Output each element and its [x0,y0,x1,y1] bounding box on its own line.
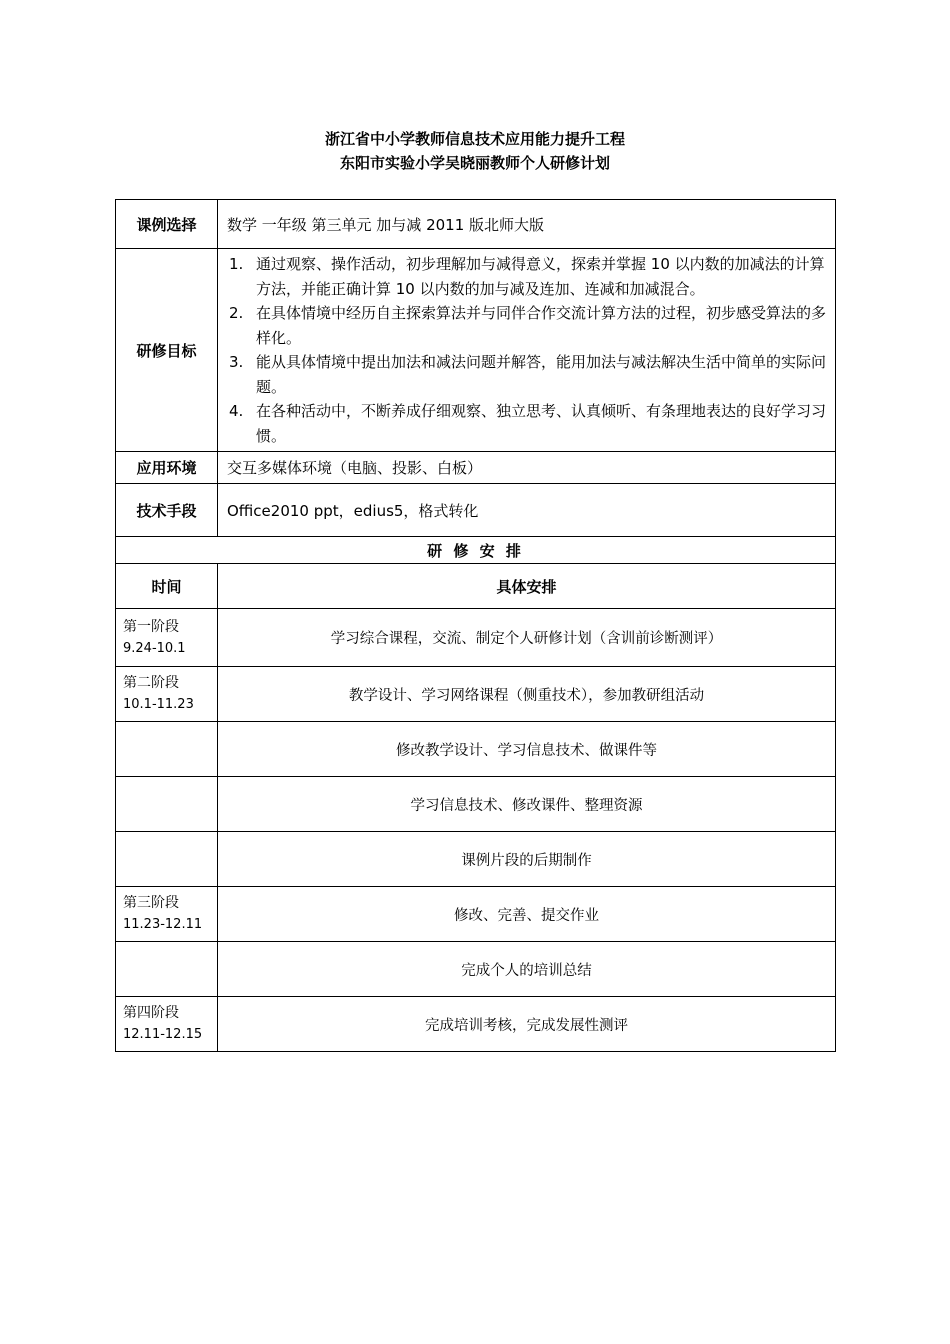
stage-cell [116,997,218,1052]
goal-item [227,252,827,301]
goal-item [227,350,827,399]
goal-text: 通过观察、操作活动，初步理解加与减得意义，探索并掌握 10 以内数的加减法的计算方法，并能正确计算 10 以内数的加与减及连加、连减和加减混合。 [256,255,825,298]
stage-dates: 11.23-12.11 [123,917,203,932]
stage-name: 第四阶段 [123,1005,179,1021]
schedule-row [116,722,836,777]
goal-number: 2. [229,304,244,322]
task-cell: 修改教学设计、学习信息技术、做课件等 [218,722,836,777]
task-cell: 课例片段的后期制作 [218,832,836,887]
stage-cell [116,832,218,887]
stage-name: 第三阶段 [123,895,179,911]
env-label: 应用环境 [116,452,218,484]
case-label: 课例选择 [116,200,218,249]
env-row [116,452,836,484]
schedule-row [116,777,836,832]
stage-dates: 10.1-11.23 [123,697,194,712]
goal-text: 能从具体情境中提出加法和减法问题并解答，能用加法与减法解决生活中简单的实际问题。 [256,353,827,396]
plan-table [115,199,836,1052]
goals-row [116,249,836,452]
document-subtitle: 东阳市实验小学吴晓丽教师个人研修计划 [339,154,610,172]
tech-value: Office2010 ppt，edius5，格式转化 [218,484,836,537]
time-column-header: 时间 [116,564,218,609]
goal-number: 4. [229,402,244,420]
stage-cell [116,887,218,942]
goal-item [227,301,827,350]
stage-cell [116,609,218,667]
case-value: 数学 一年级 第三单元 加与减 2011 版北师大版 [218,200,836,249]
schedule-section-title: 研 修 安 排 [116,537,836,564]
goal-item [227,399,827,448]
tech-row [116,484,836,537]
goals-label: 研修目标 [116,249,218,452]
schedule-row [116,887,836,942]
task-cell: 完成培训考核，完成发展性测评 [218,997,836,1052]
schedule-row [116,832,836,887]
goal-number: 1. [229,255,244,273]
stage-cell [116,777,218,832]
tech-label: 技术手段 [116,484,218,537]
schedule-header-row [116,564,836,609]
task-cell: 完成个人的培训总结 [218,942,836,997]
stage-cell [116,667,218,722]
goals-list [227,252,827,448]
goal-text: 在各种活动中，不断养成仔细观察、独立思考、认真倾听、有条理地表达的良好学习习惯。 [256,402,827,445]
task-cell: 学习综合课程，交流、制定个人研修计划（含训前诊断测评） [218,609,836,667]
stage-dates: 12.11-12.15 [123,1027,203,1042]
task-cell: 教学设计、学习网络课程（侧重技术），参加教研组活动 [218,667,836,722]
plan-column-header: 具体安排 [218,564,836,609]
stage-name: 第二阶段 [123,675,179,691]
stage-cell [116,942,218,997]
stage-dates: 9.24-10.1 [123,640,186,656]
stage-cell [116,722,218,777]
schedule-row [116,997,836,1052]
schedule-row [116,667,836,722]
goal-number: 3. [229,353,244,371]
schedule-row [116,609,836,667]
goals-list-cell [218,249,836,452]
case-row [116,200,836,249]
goal-text: 在具体情境中经历自主探索算法并与同伴合作交流计算方法的过程，初步感受算法的多样化。 [256,304,827,347]
task-cell: 修改、完善、提交作业 [218,887,836,942]
task-cell: 学习信息技术、修改课件、整理资源 [218,777,836,832]
env-value: 交互多媒体环境（电脑、投影、白板） [218,452,836,484]
schedule-row [116,942,836,997]
document-title: 浙江省中小学教师信息技术应用能力提升工程 [324,130,625,148]
schedule-section-row [116,537,836,564]
stage-name: 第一阶段 [123,618,179,635]
